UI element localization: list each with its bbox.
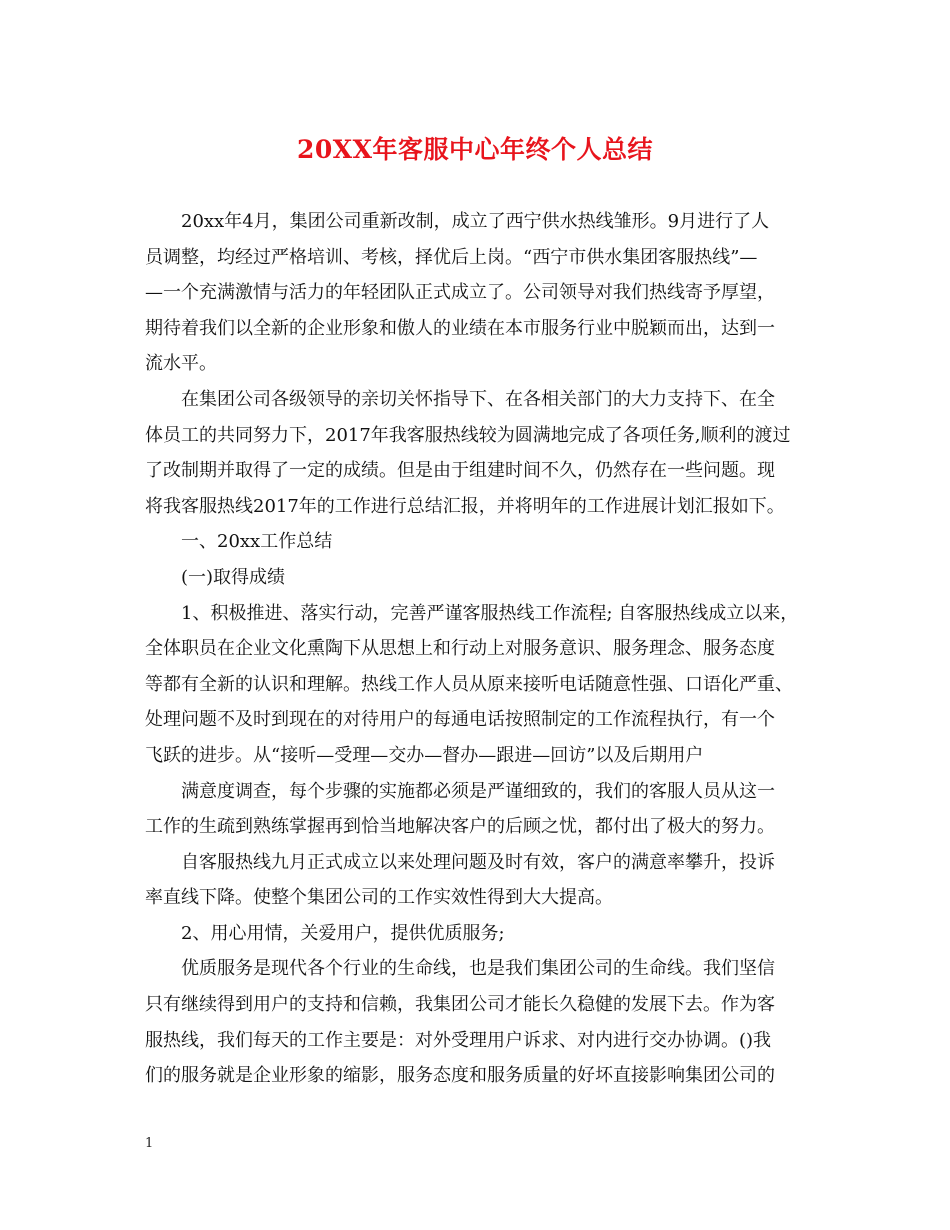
body-line: 流水平。 [145, 353, 217, 375]
body-line: 期待着我们以全新的企业形象和傲人的业绩在本市服务行业中脱颖而出，达到一 [145, 317, 775, 339]
body-line: 员调整，均经过严格培训、考核，择优后上岗。“西宁市供水集团客服热线”— [145, 246, 758, 268]
body-line: —一个充满激情与活力的年轻团队正式成立了。公司领导对我们热线寄予厚望， [145, 282, 775, 304]
body-line: 率直线下降。使整个集团公司的工作实效性得到大大提高。 [145, 887, 613, 909]
body-line: 服热线，我们每天的工作主要是：对外受理用户诉求、对内进行交办协调。()我 [145, 1029, 772, 1051]
body-line: 等都有全新的认识和理解。热线工作人员从原来接听电话随意性强、口语化严重、 [145, 673, 793, 695]
body-line: 工作的生疏到熟练掌握再到恰当地解决客户的后顾之忧，都付出了极大的努力。 [145, 816, 775, 838]
body-line: 自客服热线九月正式成立以来处理问题及时有效，客户的满意率攀升，投诉 [181, 851, 775, 873]
page-number: 1 [145, 1136, 154, 1151]
body-line: 们的服务就是企业形象的缩影，服务态度和服务质量的好坏直接影响集团公司的 [145, 1065, 775, 1087]
document-title: 20XX年客服中心年终个人总结 [296, 135, 654, 164]
document-body [145, 204, 810, 1094]
body-line: 满意度调查，每个步骤的实施都必须是严谨细致的，我们的客服人员从这一 [181, 780, 775, 802]
body-line: 在集团公司各级领导的亲切关怀指导下、在各相关部门的大力支持下、在全 [181, 388, 775, 410]
body-line: 1、积极推进、落实行动，完善严谨客服热线工作流程; 自客服热线成立以来， [181, 602, 799, 624]
body-line: 将我客服热线2017年的工作进行总结汇报，并将明年的工作进展计划汇报如下。 [145, 495, 785, 517]
body-line: 了改制期并取得了一定的成绩。但是由于组建时间不久，仍然存在一些问题。现 [145, 460, 775, 482]
body-line: 优质服务是现代各个行业的生命线，也是我们集团公司的生命线。我们坚信 [181, 958, 775, 980]
section-heading: 一、20xx工作总结 [181, 531, 333, 553]
body-line: 2、用心用情，关爱用户，提供优质服务; [181, 922, 505, 944]
subsection-heading: (一)取得成绩 [181, 566, 286, 588]
body-line: 体员工的共同努力下，2017年我客服热线较为圆满地完成了各项任务,顺利的渡过 [145, 424, 791, 446]
body-line: 处理问题不及时到现在的对待用户的每通电话按照制定的工作流程执行，有一个 [145, 709, 775, 731]
body-line: 20xx年4月，集团公司重新改制，成立了西宁供水热线雏形。9月进行了人 [181, 211, 770, 232]
body-line: 飞跃的进步。从“接听—受理—交办—督办—跟进—回访”以及后期用户 [145, 744, 704, 766]
body-line: 全体职员在企业文化熏陶下从思想上和行动上对服务意识、服务理念、服务态度 [145, 638, 775, 660]
body-line: 只有继续得到用户的支持和信赖，我集团公司才能长久稳健的发展下去。作为客 [145, 994, 775, 1016]
